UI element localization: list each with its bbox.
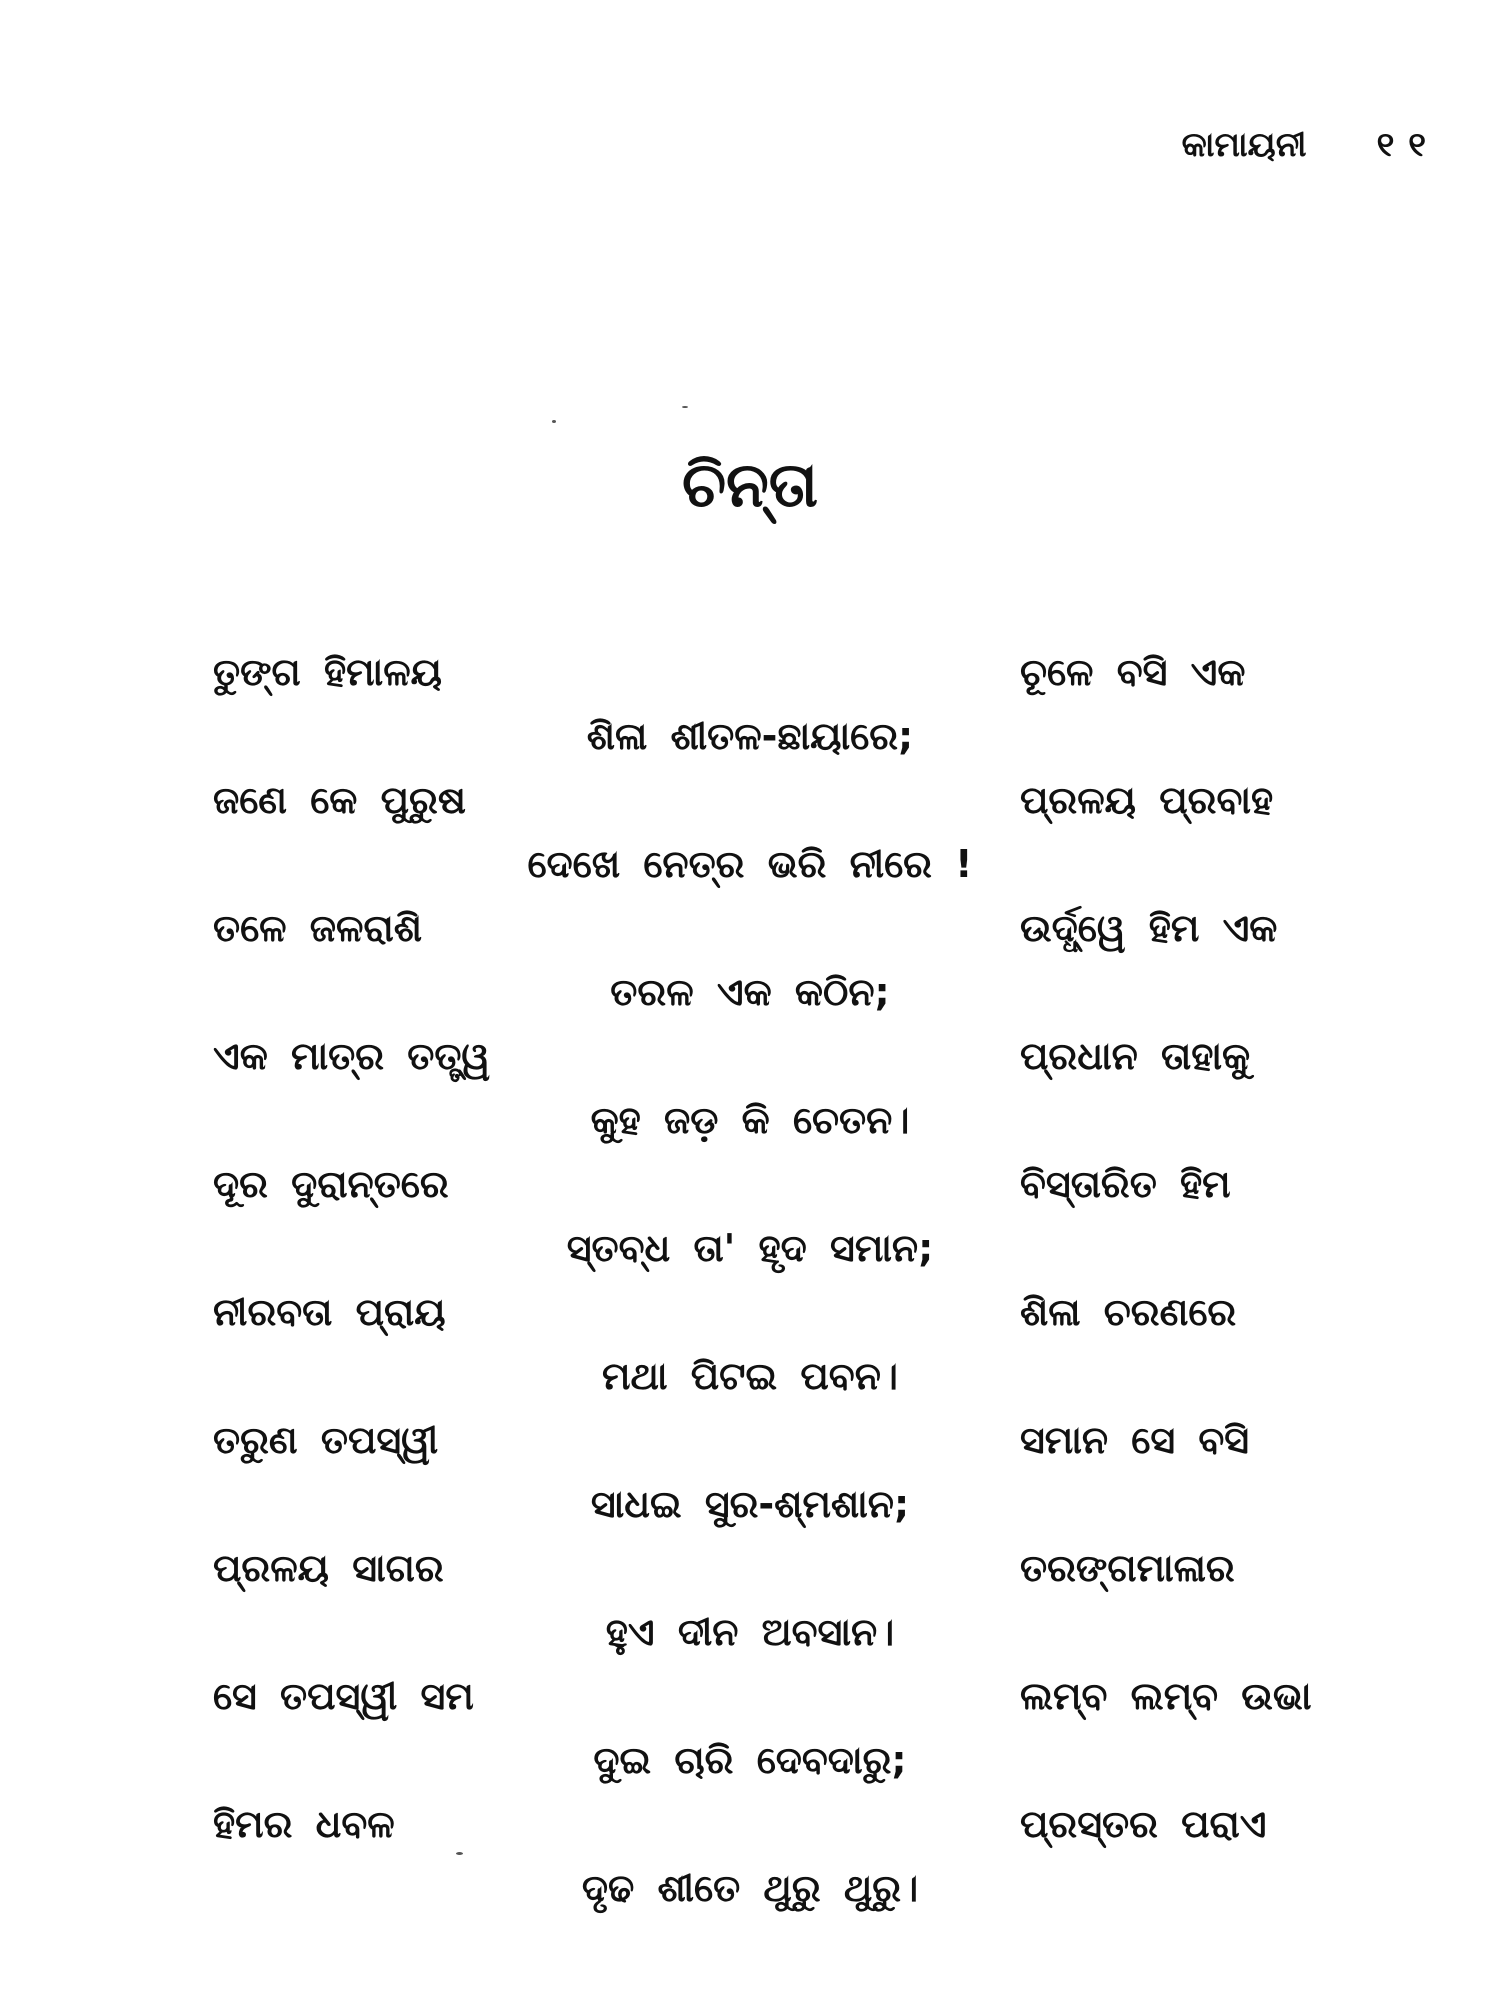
running-title: କାମାୟନୀ	[1181, 125, 1307, 165]
poem-line-centered: ହୁଏ ଦୀନ ଅବସାନ।	[605, 1610, 895, 1654]
print-speck	[456, 1852, 463, 1855]
line-left-half: ଦୂର ଦୁରାନ୍ତରେ	[213, 1162, 449, 1206]
line-right-half: ଲମ୍ବ ଲମ୍ବ ଉଭା	[1020, 1674, 1312, 1718]
poem-line	[0, 1536, 1500, 1600]
poem-line-centered: ଦୃଢ ଶୀତେ ଥୁରୁ ଥୁରୁ।	[581, 1866, 919, 1910]
line-right-half: ତରଙ୍ଗମାଳାର	[1020, 1546, 1235, 1590]
poem-line	[0, 1408, 1500, 1472]
line-left-half: ଜଣେ କେ ପୁରୁଷ	[213, 778, 466, 822]
poem-line-centered: ଦୁଇ ଚାରି ଦେବଦାରୁ;	[593, 1738, 907, 1782]
line-left-half: ତଳେ ଜଳରାଶି	[213, 906, 422, 950]
poem-line	[0, 768, 1500, 832]
line-left-half: ହିମର ଧବଳ	[213, 1802, 395, 1846]
print-speck	[682, 406, 688, 408]
poem-line-centered: ସାଧଇ ସୁର-ଶ୍ମଶାନ;	[590, 1482, 910, 1526]
line-right-half: ପ୍ରଧାନ ତାହାକୁ	[1020, 1034, 1251, 1078]
line-right-half: ପ୍ରଳୟ ପ୍ରବାହ	[1020, 778, 1274, 822]
poem-line-centered: ମଥା ପିଟଇ ପବନ।	[602, 1354, 898, 1398]
line-left-half: ପ୍ରଳୟ ସାଗର	[213, 1546, 444, 1590]
stanza-2	[0, 896, 1500, 1152]
line-right-half: ଶିଳା ଚରଣରେ	[1020, 1290, 1237, 1334]
line-right-half: ବିସ୍ତାରିତ ହିମ	[1020, 1162, 1231, 1206]
line-right-half: ପ୍ରସ୍ତର ପରାଏ	[1020, 1802, 1267, 1846]
line-right-half: ସମାନ ସେ ବସି	[1020, 1418, 1250, 1462]
poem-line-centered: କୁହ ଜଡ଼ କି ଚେତନ।	[590, 1098, 910, 1142]
stanza-4	[0, 1408, 1500, 1664]
chapter-title: ଚିନ୍ତା	[681, 448, 819, 521]
poem-line-centered: ଶିଳା ଶୀତଳ-ଛାୟାରେ;	[586, 714, 914, 758]
page-header	[1182, 115, 1440, 175]
poem-line-centered: ଦେଖେ ନେତ୍ର ଭରି ନୀରେ !	[527, 842, 973, 886]
print-speck	[552, 420, 556, 423]
line-right-half: ଉର୍ଦ୍ଧ୍ୱେ ହିମ ଏକ	[1020, 906, 1278, 950]
stanza-3	[0, 1152, 1500, 1408]
line-left-half: ତୁଙ୍ଗ ହିମାଳୟ	[213, 650, 443, 694]
line-left-half: ତରୁଣ ତପସ୍ୱୀ	[213, 1418, 439, 1462]
page-number: ୧୧	[1376, 125, 1440, 165]
poem-line	[0, 1024, 1500, 1088]
stanza-1	[0, 640, 1500, 896]
poem-line-centered: ତରଳ ଏକ କଠିନ;	[610, 970, 890, 1014]
poem-line	[0, 1664, 1500, 1728]
poem-line	[0, 1792, 1500, 1856]
line-left-half: ସେ ତପସ୍ୱୀ ସମ	[213, 1674, 474, 1718]
line-right-half: ଚୂଳେ ବସି ଏକ	[1020, 650, 1246, 694]
line-left-half: ନୀରବତା ପ୍ରାୟ	[213, 1290, 446, 1334]
poem-line	[0, 1280, 1500, 1344]
poem-line	[0, 1152, 1500, 1216]
poem-line	[0, 896, 1500, 960]
line-left-half: ଏକ ମାତ୍ର ତତ୍ତ୍ୱ	[213, 1034, 491, 1078]
poem	[0, 640, 1500, 1920]
stanza-5	[0, 1664, 1500, 1920]
poem-line-centered: ସ୍ତବ୍ଧ ତା' ହୃଦ ସମାନ;	[566, 1226, 934, 1270]
poem-line	[0, 640, 1500, 704]
